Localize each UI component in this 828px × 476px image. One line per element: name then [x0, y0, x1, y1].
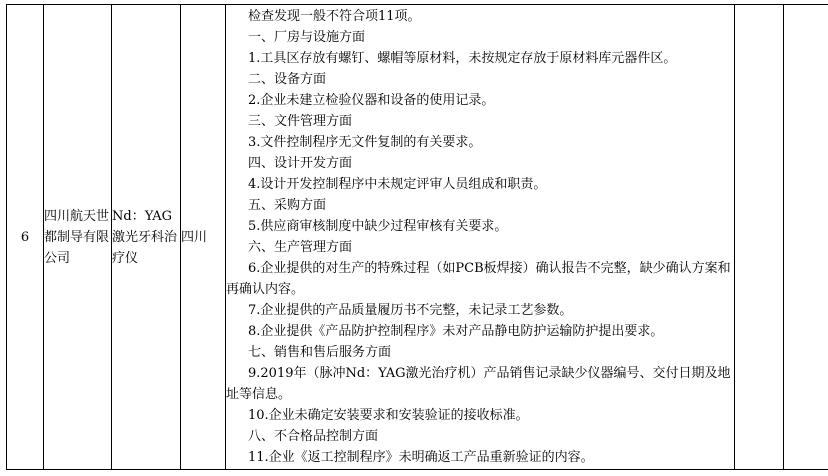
findings-list: [226, 6, 734, 468]
finding-item: 1.工具区存放有螺钉、螺帽等原材料，未按规定存放于原材料库元器件区。: [248, 51, 677, 66]
finding-category-heading: 六、生产管理方面: [248, 240, 353, 255]
finding-category-heading: 三、文件管理方面: [248, 114, 353, 129]
finding-item: 6.企业提供的对生产的特殊过程（如PCB板焊接）确认报告不完整，缺少确认方案和再确认内容。: [226, 261, 731, 297]
table-row: [7, 5, 828, 470]
finding-category-heading: 八、不合格品控制方面: [248, 429, 379, 444]
findings-cell: [226, 5, 735, 470]
finding-item: 2.企业未建立检验仪器和设备的使用记录。: [248, 93, 495, 108]
finding-category-heading: 五、采购方面: [248, 198, 327, 213]
finding-item: 5.供应商审核制度中缺少过程审核有关要求。: [248, 219, 508, 234]
finding-item: 10.企业未确定安装要求和安装验证的接收标准。: [248, 408, 529, 423]
finding-item: 4.设计开发控制程序中未规定评审人员组成和职责。: [248, 177, 547, 192]
region-cell: 四川: [181, 5, 226, 470]
finding-category-heading: 四、设计开发方面: [248, 156, 353, 171]
empty-cell-2: [784, 5, 828, 470]
product-cell: Nd：YAG激光牙科治疗仪: [112, 5, 181, 470]
finding-item: 11.企业《返工控制程序》未明确返工产品重新验证的内容。: [248, 450, 594, 465]
row-number-cell: 6: [7, 5, 44, 470]
finding-category-heading: 一、厂房与设施方面: [248, 30, 366, 45]
inspection-table: [6, 4, 828, 470]
finding-item: 8.企业提供《产品防护控制程序》未对产品静电防护运输防护提出要求。: [248, 324, 664, 339]
finding-category-heading: 七、销售和售后服务方面: [248, 345, 392, 360]
empty-cell-1: [735, 5, 784, 470]
finding-summary: 检查发现一般不符合项11项。: [248, 9, 421, 24]
company-cell: 四川航天世都制导有限公司: [44, 5, 112, 470]
finding-item: 9.2019年（脉冲Nd：YAG激光治疗机）产品销售记录缺少仪器编号、交付日期及地址等信息。: [226, 366, 731, 402]
finding-item: 7.企业提供的产品质量履历书不完整，未记录工艺参数。: [248, 303, 573, 318]
finding-item: 3.文件控制程序无文件复制的有关要求。: [248, 135, 482, 150]
finding-category-heading: 二、设备方面: [248, 72, 327, 87]
